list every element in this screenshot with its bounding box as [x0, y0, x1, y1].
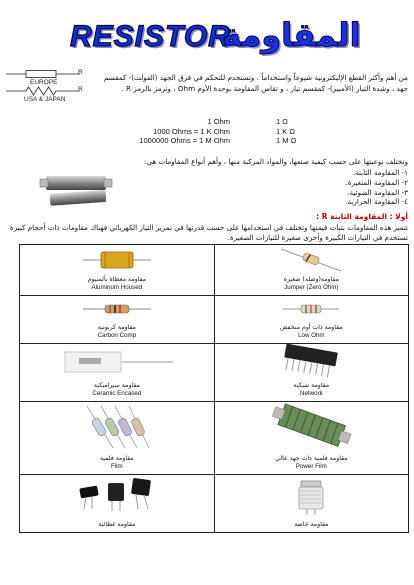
wirewound-resistor-icon	[36, 168, 116, 212]
types-intro: وتختلف نوعيتها على حسب كيفية صنعها، والمواد المركبة منها ، وأهم أنواع المقاومات هي:	[143, 157, 408, 166]
caption-english: Carbon Comp	[97, 332, 137, 339]
ceramic-resistor-icon	[57, 344, 177, 378]
caption-english: Jumper (Zero Ohm)	[284, 284, 339, 291]
caption-arabic: مقاومة غطائية	[98, 521, 136, 528]
unit-right: 1 K Ω	[276, 126, 295, 136]
r-label-europe: R	[78, 69, 83, 76]
table-cell	[20, 344, 215, 402]
r-label-usa: R	[78, 86, 83, 93]
caption-arabic: مقاومة سيراميكية	[93, 382, 140, 389]
unit-row	[130, 127, 330, 137]
jumper-resistor-icon	[271, 245, 351, 275]
table-cell	[20, 402, 215, 475]
title-arabic: المقاومة	[222, 16, 361, 54]
caption-english: Power Film	[295, 463, 327, 470]
caption-arabic: مقاومة فلمية ذات جهد عالي	[275, 455, 348, 462]
types-list	[345, 168, 408, 207]
caption-arabic: مقاومة شبكية	[293, 382, 330, 389]
section-description: تتميز هذه المقاومات بثبات قيمتها وتختلف في استخدامها على حسب قدرتها في تمرير التيار الكهربائي فهناك مقاومات ذات أحجام كبيرة تستخدم في التيارات الكبيرة وأخرى صغيرة للتيارات الصغيرة.	[9, 223, 408, 242]
caption-arabic: مقاومة(وصلة) صغيرة	[283, 276, 339, 283]
caption-english: Ceramic Encased	[92, 390, 142, 397]
europe-label: EUROPE	[30, 79, 58, 86]
power-film-resistor-icon	[261, 402, 361, 452]
caption-arabic: مقاومة مغطاة بألمنيوم	[87, 276, 146, 283]
capped-resistor-icon	[72, 475, 162, 513]
unit-right: 1 M Ω	[276, 136, 297, 145]
list-item: ٤- المقاومة الحرارية.	[345, 197, 408, 207]
unit-row	[130, 117, 330, 127]
units-table	[130, 117, 330, 146]
table-cell	[20, 296, 215, 344]
list-item: ١- المقاومة الثابتة.	[352, 168, 408, 177]
caption-english: Aluminum Housed	[91, 284, 143, 291]
usa-japan-label: USA & JAPAN	[24, 96, 66, 103]
caption-english: Network	[299, 390, 323, 397]
caption-arabic: مقاومة خاصة	[294, 521, 329, 528]
title-english: RESISTOR	[70, 20, 231, 53]
caption-arabic: مقاومة كربونية	[97, 324, 136, 331]
unit-left: 1000000 Ohms = 1 M Ohm	[139, 136, 230, 145]
intro-paragraph: من أهم وأكثر القطع الإليكترونية شيوعاً واستخداماً ، وتستخدم للتحكم في فرق الجهد (الفولت)- كمقسم جهد ، وشدة التيار (الأمبير)- كمقسم تيار ، و تقاس المقاومة بوحدة الأوم Ohm ، وترمز بالرمز R .	[103, 73, 408, 93]
table-cell	[214, 296, 408, 344]
list-item: ٣- المقاومة الضوئية.	[347, 187, 408, 197]
caption-arabic: مقاومة فلمية	[99, 455, 134, 462]
resistor-types-table	[19, 244, 409, 533]
list-item: ٢- المقاومة المتغيرة.	[345, 177, 408, 187]
header	[0, 16, 414, 60]
unit-right: 1 Ω	[276, 117, 288, 126]
unit-left: 1 Ohm	[207, 117, 230, 126]
section-title: أولا : المقاومة الثابتة R :	[316, 212, 408, 221]
unit-left: 1000 Ohms = 1 K Ohm	[153, 126, 230, 136]
film-resistor-icon	[77, 402, 157, 452]
low-ohm-resistor-icon	[271, 296, 351, 322]
caption-english: Film	[110, 463, 123, 470]
aluminum-housed-resistor-icon	[77, 245, 157, 275]
table-cell	[20, 475, 215, 533]
unit-row	[130, 136, 330, 146]
network-resistor-icon	[271, 344, 351, 380]
table-cell	[214, 344, 408, 402]
resistor-symbols	[4, 68, 88, 108]
table-cell	[214, 475, 408, 533]
caption-english: Low Ohm	[298, 332, 325, 339]
carbon-resistor-icon	[77, 296, 157, 322]
table-cell	[20, 245, 215, 296]
table-cell	[214, 245, 408, 296]
caption-arabic: مقاومة ذات أوم منخفض	[280, 324, 343, 331]
table-cell	[214, 402, 408, 475]
special-resistor-icon	[281, 475, 341, 517]
